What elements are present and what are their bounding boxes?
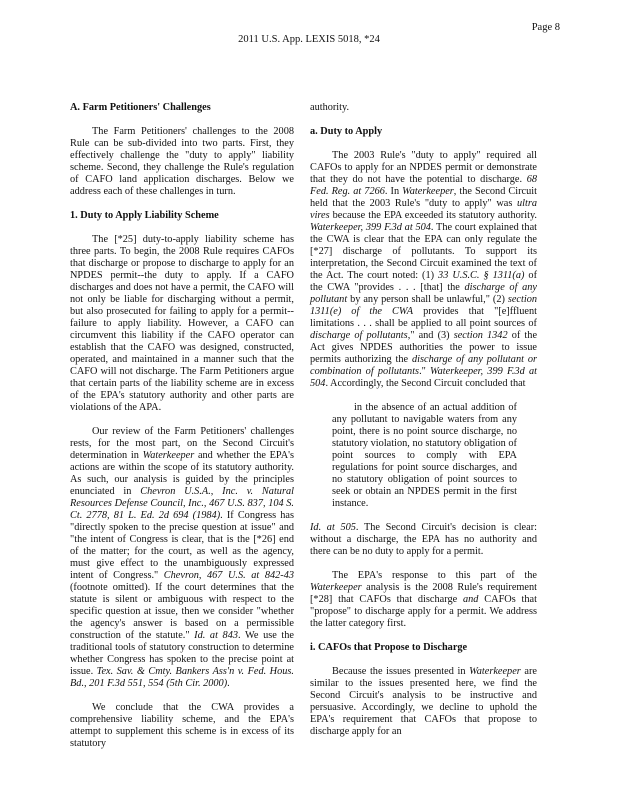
italic-citation: Tex. Sav. & Cmty. Bankers Ass'n v. Fed. Hous. Bd., 201 F.3d 551, 554 (5th Cir. 2000) [70,666,294,689]
italic-citation: Chevron, 467 U.S. at 842-43 [163,570,294,581]
text-segment: The [*25] duty-to-apply liability scheme has three parts. To begin, the 2008 Rule requires CAFOs that discharge or propose to discharge to apply for an NPDES permit--the duty to apply. If a CAFO discharges and does not have a permit, the CAFO will not only be liable for discharging without a permit, but also prosecuted for failing to apply for a permit--failure to apply liability. However, a CAFO can circumvent this liability if the CAFO operator can establish that the CAFO was designed, constructed, operated, and maintained in a manner such that the CAFO will not discharge. The Farm Petitioners argue that certain parts of the liability scheme are in excess of the EPA's statutory authority and other parts are violations of the APA. [70,234,294,413]
section-heading: i. CAFOs that Propose to Discharge [310,642,468,653]
text-segment: are similar to the issues presented here, we find the Second Circuit's analysis to be instructive and persuasive. Accordingly, we decline to uphold the EPA's requirement that CAFOs that propose to discharge apply for an [310,666,537,737]
italic-citation: Id. at 505 [310,522,356,533]
text-segment: of the CWA "provides . . . [that] the [310,270,537,293]
italic-citation: Chevron U.S.A., Inc. v. Natural Resources Defense Council, Inc., 467 U.S. 837, 104 S. Ct. 2778, 81 L. Ed. 2d 694 (1984) [70,486,294,521]
italic-citation: Waterkeeper, 399 F.3d at 504 [310,366,537,389]
quote-text [332,402,517,510]
italic-citation: discharge of any pollutant [310,282,537,305]
paragraph [70,702,294,750]
italic-citation: Id. at 843 [194,630,238,641]
italic-citation: 68 Fed. Reg. at 7266 [310,174,537,197]
text-segment: Our review of the Farm Petitioners' challenges rests, for the most part, on the Second Circuit's determination in [70,426,294,461]
italic-citation: ultra vires [310,198,537,221]
italic-citation: Waterkeeper [310,582,362,593]
right-column [310,102,537,750]
text-segment: . The Second Circuit's decision is clear: without a discharge, the EPA has no authority and there can be no duty to apply for a permit. [310,522,537,557]
case-citation: 2011 U.S. App. LEXIS 5018, *24 [238,34,380,45]
text-segment: (footnote omitted). If the court determines that the statute is silent or ambiguous with respect to the specific question at issue, then we consider "whether the agency's answer is based on a permissible construction of the statute." [70,582,294,641]
text-segment: ." [419,366,431,377]
paragraph [70,234,294,414]
section-heading: 1. Duty to Apply Liability Scheme [70,210,219,221]
text-segment: . We use the traditional tools of statutory construction to determine whether Congress has spoken to the precise point at issue. [70,630,294,677]
italic-citation: Waterkeeper [402,186,454,197]
italic-citation: 33 U.S.C. § 1311(a) [438,270,525,281]
text-segment: . [227,678,230,689]
text-segment: Because the issues presented in [332,666,470,677]
paragraph [310,522,537,558]
text-segment: and whether the EPA's actions are within the scope of its statutory authority. As such, our analysis is guided by the principles enunciated in [70,450,295,497]
text-segment: . If Congress has "directly spoken to the precise question at issue" and "the intent of Congress is clear, that is the [*26] end of the matter; for the court, as well as the agency, must give effect to the unambiguously expressed intent of Congress." [70,510,294,581]
text-segment: CAFOs that "propose" to discharge apply for a permit. We address the latter category first. [310,594,537,629]
italic-citation: discharge of pollutants [310,330,408,341]
italic-citation: discharge of any pollutant or combination of pollutants [310,354,537,377]
paragraph [310,150,537,390]
text-segment: of the Act gives NPDES authorities the power to issue permits authorizing the [310,330,538,365]
text-segment: because the EPA exceeded its statutory authority. [329,210,537,221]
italic-citation: Waterkeeper [469,666,521,677]
text-segment: analysis is the 2008 Rule's requirement [*28] that CAFOs that discharge [310,582,537,605]
text-segment: in the absence of an actual addition of any pollutant to navigable waters from any point, there is no point source discharge, no statutory violation, no statutory obligation of point sources to comply with EPA regulations for point source discharges, and no statutory obligation of point sources to seek or obtain an NPDES permit in the first instance. [332,402,517,509]
italic-citation: Waterkeeper [142,450,195,461]
left-column [70,102,294,762]
paragraph [310,570,537,630]
section-heading: a. Duty to Apply [310,126,383,137]
text-segment: ," and (3) [407,330,454,341]
text-segment: provides that "[e]ffluent limitations . . . shall be applied to all point sources of [310,306,537,329]
text-segment: authority. [310,102,350,113]
page-number: Page 8 [531,22,560,33]
text-segment: The 2003 Rule's "duty to apply" required all CAFOs to apply for an NPDES permit or demonstrate that they do not have the potential to discharge. [310,150,537,185]
text-segment: We conclude that the CWA provides a comprehensive liability scheme, and the EPA's attempt to supplement this scheme is in excess of its statutory [70,702,294,749]
text-segment: The EPA's response to this part of the [332,570,537,581]
text-segment: by any person shall be unlawful," (2) [347,294,508,305]
paragraph [70,426,294,690]
italic-citation: section 1311(e) of the CWA [310,294,537,317]
paragraph [310,102,537,114]
paragraph [310,666,537,738]
paragraph [70,126,294,198]
text-segment: , the Second Circuit held that the 2003 Rule's "duty to apply" was [310,186,537,209]
text-segment: The Farm Petitioners' challenges to the 2008 Rule can be sub-divided into two parts. First, they effectively challenge the "duty to apply" liability scheme. Second, they challenge the Rule's regulation of CAFO land application discharges. Below we address each of these challenges in turn. [70,126,294,197]
text-segment: . Accordingly, the Second Circuit concluded that [325,378,526,389]
text-segment: . In [384,186,403,197]
italic-citation: section 1342 [453,330,508,341]
italic-citation: Waterkeeper, 399 F.3d at 504 [310,222,431,233]
block-quote [310,402,537,510]
section-heading: A. Farm Petitioners' Challenges [70,102,211,113]
italic-citation: and [463,594,479,605]
text-segment: . The court explained that the CWA is clear that the EPA can only regulate the [*27] discharge of pollutants. To support its interpretation, the Second Circuit examined the text of the Act. The court noted: (1) [310,222,537,281]
